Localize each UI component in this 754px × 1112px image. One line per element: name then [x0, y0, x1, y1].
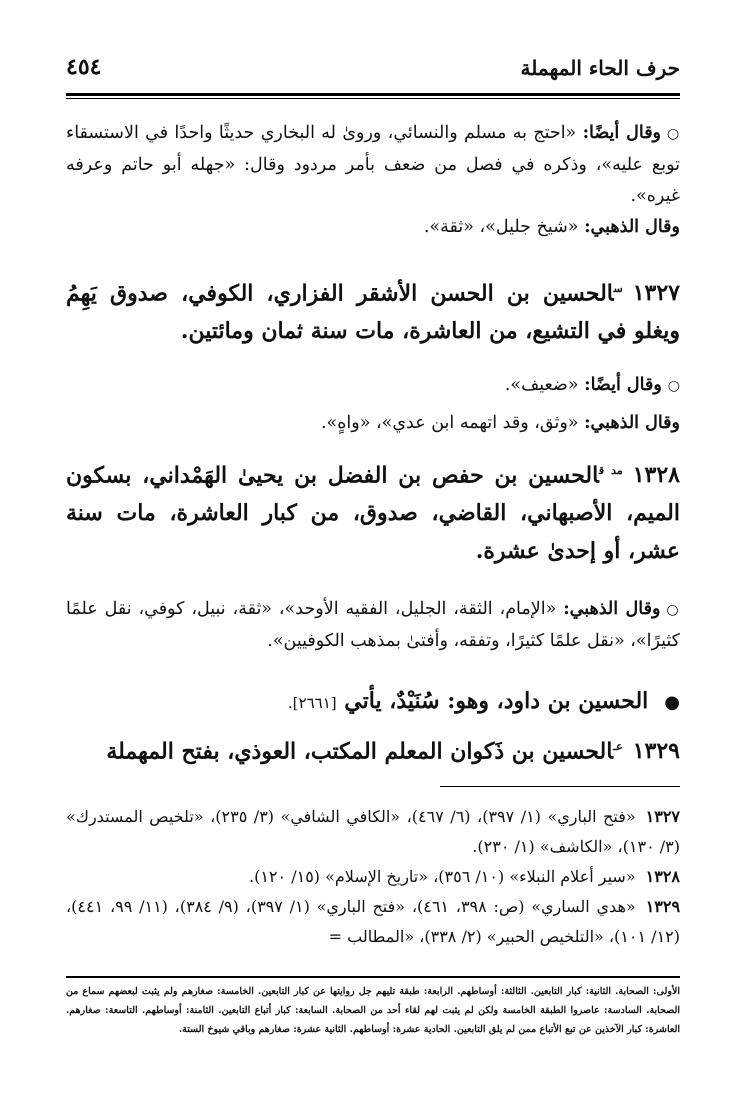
circle-bullet-icon: ○ — [666, 602, 680, 618]
quote-text: «الإمام، الثقة، الجليل، الفقيه الأوحد»، «ثقة، نبيل، كوفي، نقل علمًا كثيرًا»، «نقل علمًا كثيرًا، وتفقه، وأفتىٰ بمذهب الكوفيين». — [66, 599, 680, 651]
black-dot-icon: ● — [664, 692, 680, 713]
paragraph-quote-2 — [66, 370, 680, 439]
narrator-code: س — [613, 282, 623, 295]
quote-label: وقال أيضًا: — [582, 123, 662, 143]
running-title: حرف الحاء المهملة — [520, 56, 680, 80]
footnote-text: «فتح الباري» (١/ ٣٩٧)، (٦/ ٤٦٧)، «الكافي الشافي» (٣/ ٢٣٥)، «تلخيص المستدرك» (٣/ ١٣٠)، «الكاشف» (١/ ٢٣٠). — [66, 807, 680, 856]
quote-label: وقال الذهبي: — [584, 413, 680, 433]
entry-1329 — [66, 728, 680, 770]
narrator-code: عـ — [612, 740, 623, 753]
paragraph-quote-1 — [66, 118, 680, 243]
entry-text: الحسين بن حفص بن الفضل بن يحيىٰ الهَمْداني، بسكون الميم، الأصبهاني، القاضي، صدوق، من كبار العاشرة، مات سنة عشر، أو إحدىٰ عشرة. — [66, 462, 680, 565]
footnote — [66, 802, 680, 862]
cross-reference-entry — [66, 682, 680, 722]
page-header — [66, 52, 680, 92]
header-rule-bottom — [66, 98, 680, 99]
entry-1327 — [66, 270, 680, 350]
footnote — [66, 892, 680, 952]
quote-text: «وثق، وقد اتهمه ابن عدي»، «واهٍ». — [320, 413, 579, 433]
entry-number: ١٣٢٧ — [632, 280, 680, 307]
footnote-number: ١٣٢٩ — [645, 897, 681, 916]
quote-label: وقال الذهبي: — [563, 599, 661, 619]
cross-reference-text: الحسين بن داود، وهو: سُنَيْدٌ، يأتي — [344, 688, 649, 714]
footnote — [66, 862, 680, 892]
footnote-number: ١٣٢٨ — [645, 867, 680, 886]
footnote-text: «هدي الساري» (ص: ٣٩٨، ٤٦١)، «فتح الباري» (١/ ٣٩٧)، (٩/ ٣٨٤)، (١١/ ٩٩، ٤٤١)، (١٢/ ١٠١)، «التلخيص الحبير» (٢/ ٣٣٨)، «المطالب = — [66, 897, 680, 946]
paragraph-quote-3 — [66, 594, 680, 657]
quote-text: «احتج به مسلم والنسائي، وروىٰ له البخاري حديثًا واحدًا في الاستسقاء توبع عليه»، وذكره في فصل من ضعف بأمر مردود وقال: «جهله أبو حاتم وعرفه غيره». — [66, 123, 680, 206]
narrator-code: مد ق — [598, 464, 623, 477]
cross-reference-number: [٢٦٦١]. — [287, 694, 337, 712]
entry-text: الحسين بن ذَكوان المعلم المكتب، العوذي، بفتح المهملة — [106, 738, 613, 765]
footnote-number: ١٣٢٧ — [645, 807, 681, 826]
tabaqat-legend: الأولى: الصحابة. الثانية: كبار التابعين. الثالثة: أوساطهم. الرابعة: طبقة تليهم جل روايتها عن كبار التابعين. الخامسة: صغارهم ولم يثبت لبعضهم سماع من الصحابة. السادسة: عاصروا الطبقة الخامسة ولكن لم يثبت لهم لقاء أحد من الصحابة. السابعة: كبار أتباع التابعين. الثامنة: أوساطهم. التاسعة: صغارهم. العاشرة: كبار الآخذين عن تبع الأتباع ممن لم يلق التابعين. الحادية عشرة: أوساطهم. الثانية عشرة: صغارهم وباقي شيوخ الستة. — [66, 986, 680, 1035]
circle-bullet-icon: ○ — [667, 126, 680, 142]
quote-text: «ضعيف». — [504, 375, 579, 395]
quote-label: وقال الذهبي: — [584, 217, 680, 237]
footnote-text: «سير أعلام النبلاء» (١٠/ ٣٥٦)، «تاريخ الإسلام» (١٥/ ١٢٠). — [249, 867, 636, 886]
legend-separator — [66, 976, 680, 978]
circle-bullet-icon: ○ — [667, 378, 680, 394]
entry-text: الحسين بن الحسن الأشقر الفزاري، الكوفي، صدوق يَهِمُ ويغلو في التشيع، من العاشرة، مات سنة ثمان ومائتين. — [66, 280, 680, 345]
footnotes — [66, 802, 680, 952]
header-rule-top — [66, 93, 680, 96]
page-number: ٤٥٤ — [66, 54, 102, 80]
quote-label: وقال أيضًا: — [584, 375, 662, 395]
entry-number: ١٣٢٩ — [632, 738, 680, 765]
entry-number: ١٣٢٨ — [632, 462, 680, 489]
entry-1328 — [66, 452, 680, 570]
footnote-separator — [440, 786, 680, 787]
quote-text: «شيخ جليل»، «ثقة». — [423, 217, 579, 237]
